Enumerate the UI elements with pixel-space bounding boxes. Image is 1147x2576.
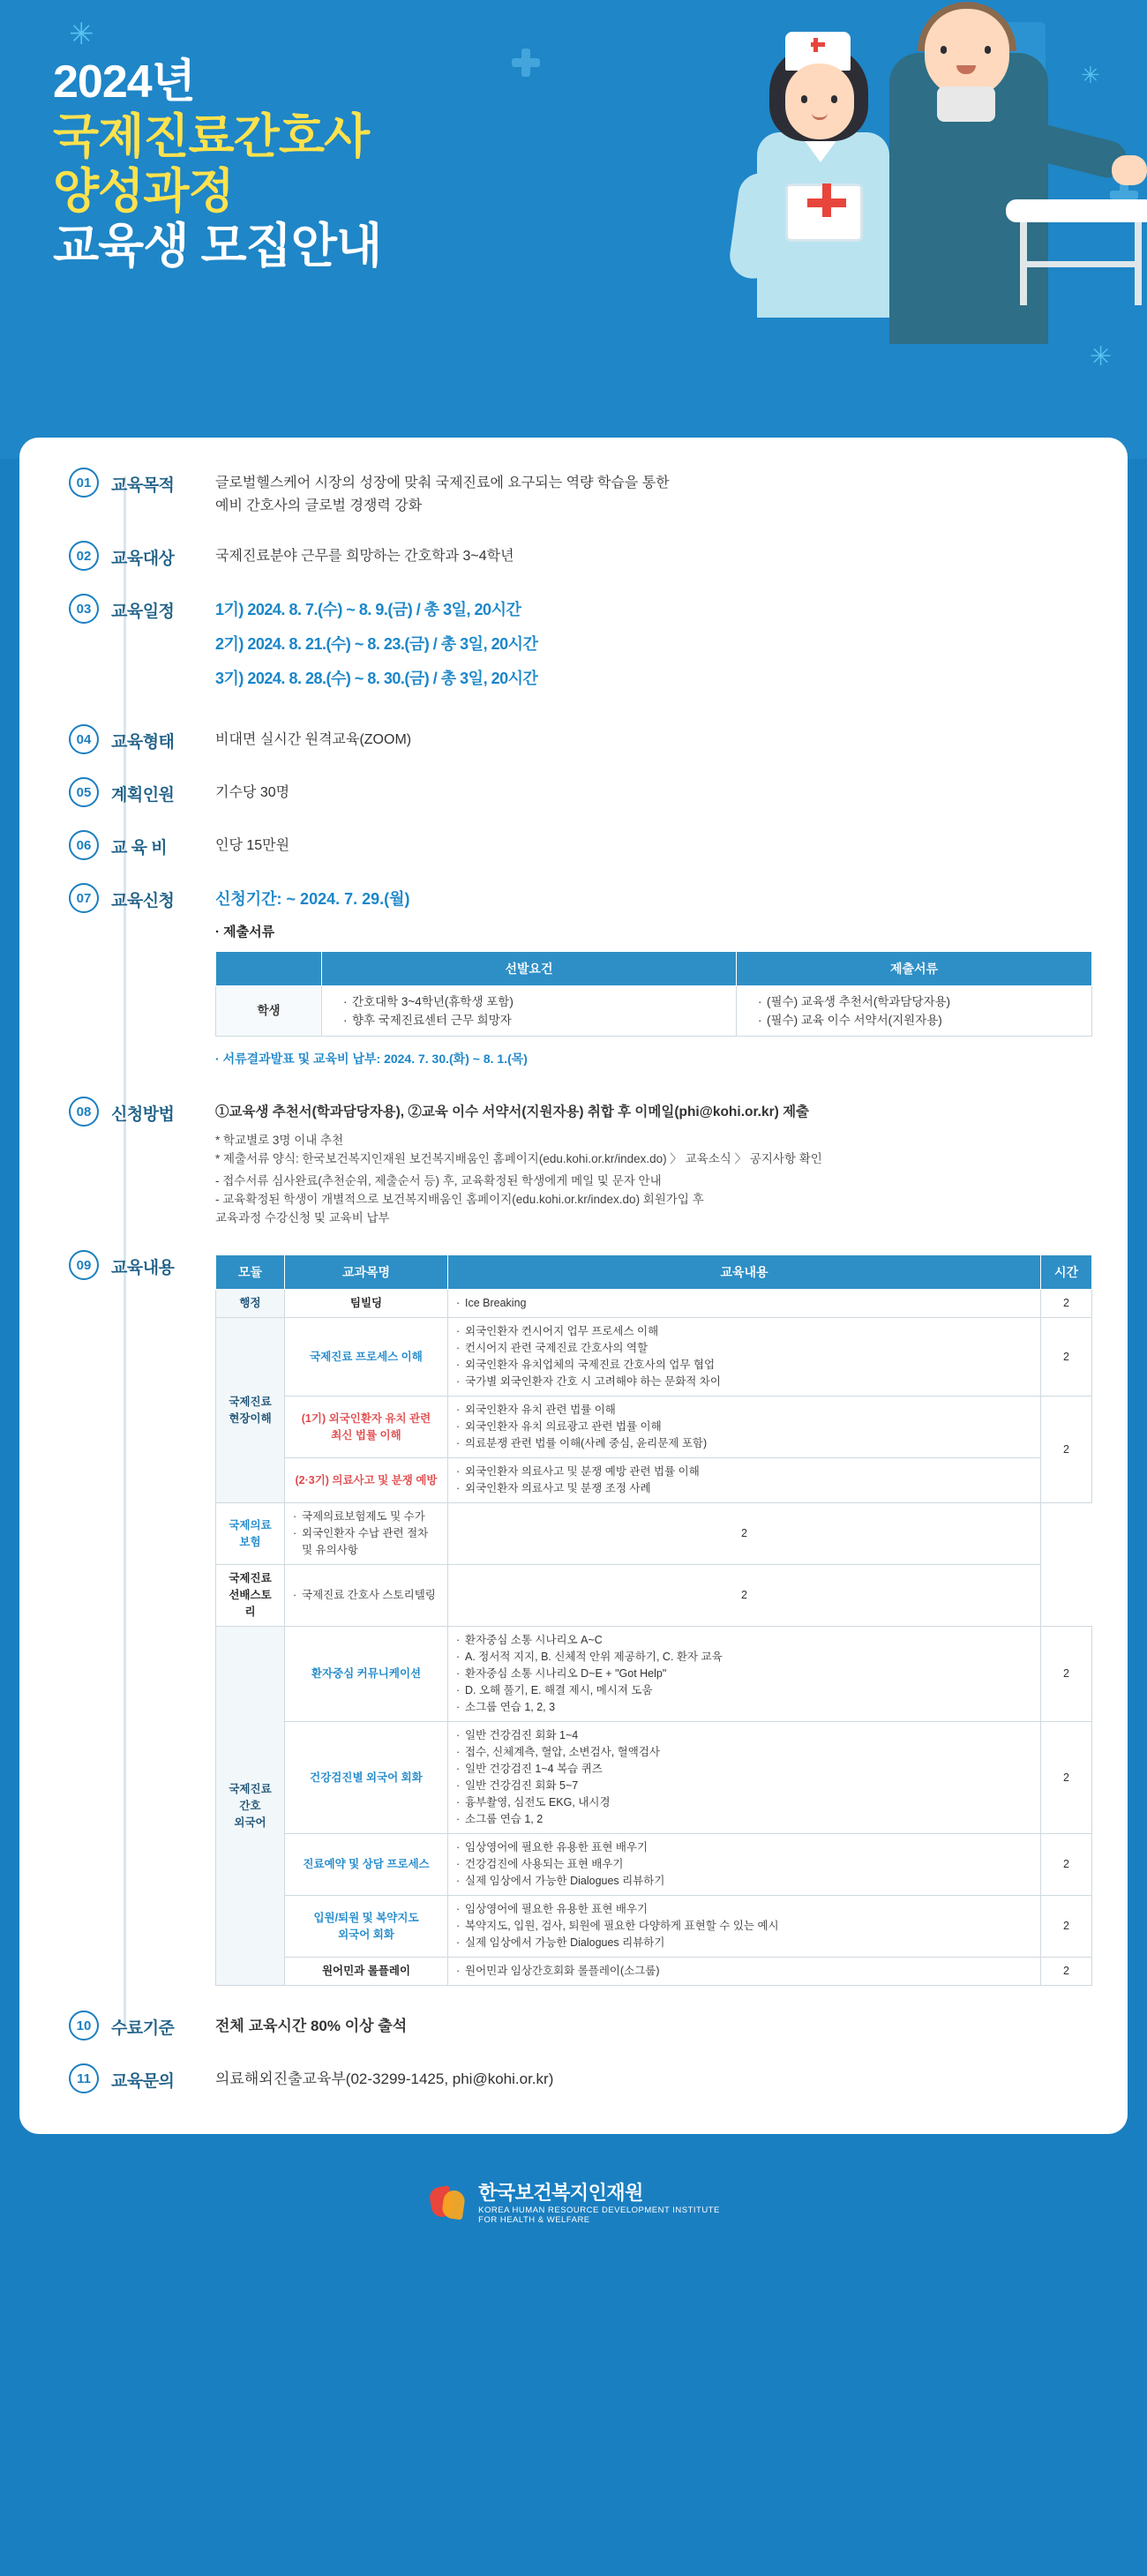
curriculum-table [215,1254,1092,1986]
section-label: 교육일정 [111,603,175,621]
section-content: 전체 교육시간 80% 이상 출석 [215,2018,408,2034]
footer [0,2155,1147,2253]
section-content [215,1097,1092,1227]
cell-subject: 국제진료 선배스토리 [216,1565,285,1627]
section-number: 05 [69,777,99,807]
content-item: · 컨시어지 관련 국제진료 간호사의 역할 [456,1340,1032,1357]
result-note: · 서류결과발표 및 교육비 납부: 2024. 7. 30.(화) ~ 8. 1.(목) [215,1047,1092,1070]
content-item: · 임상영어에 필요한 유용한 표현 배우기 [456,1901,1032,1918]
cell-content [448,1958,1041,1986]
content-item: · 흉부촬영, 심전도 EKG, 내시경 [456,1794,1032,1811]
table-row [216,1318,1092,1397]
section-content [215,468,1092,518]
cell-module: 행정 [216,1290,285,1318]
nurse-doctor-illustration [653,0,1112,459]
method-note-4: - 교육확정된 학생이 개별적으로 보건복지배움인 홈페이지(edu.kohi.or.kr/index.do) 회원가입 후 [215,1193,704,1206]
content-item: · 국가별 외국인환자 간호 시 고려해야 하는 문화적 차이 [456,1374,1032,1390]
section-label: 신청방법 [111,1105,175,1124]
cell-content [448,1458,1041,1503]
col-documents: 제출서류 [737,952,1092,986]
section-label: 계획인원 [111,786,175,805]
cell-content [285,1565,448,1627]
method-note-2: * 제출서류 양식: 한국보건복지인재원 보건복지배움인 홈페이지(edu.kohi.or.kr/index.do) 〉 교육소식 〉 공지사항 확인 [215,1152,822,1165]
cell-subject: 환자중심 커뮤니케이션 [285,1627,448,1722]
content-item: · 소그룹 연습 1, 2, 3 [456,1699,1032,1716]
section-label: 교 육 비 [111,839,168,857]
section-number: 09 [69,1250,99,1280]
section-label: 교육형태 [111,733,175,752]
col-subject: 교과목명 [285,1255,448,1290]
table-row [216,1958,1092,1986]
content-item: · 임상영어에 필요한 유용한 표현 배우기 [456,1839,1032,1856]
section-content [215,883,1092,1074]
sparkle-icon: ✳ [69,18,94,51]
documents-title: · 제출서류 [215,921,1092,944]
cell-subject: 진료예약 및 상담 프로세스 [285,1834,448,1896]
cell-hours: 2 [1041,1896,1092,1958]
table-row [216,1458,1092,1503]
content-item: · 일반 건강검진 회화 5~7 [456,1778,1032,1794]
content-item: · Ice Breaking [456,1295,1032,1312]
section-number: 06 [69,830,99,860]
requirement-item: · 향후 국제진료센터 근무 희망자 [343,1011,727,1030]
cell-content [448,1834,1041,1896]
table-header-row [216,952,1092,986]
logo-mark-icon [427,2182,468,2222]
cell-module: 국제진료 간호 외국어 [216,1627,285,1986]
org-name-en-2: FOR HEALTH & WELFARE [478,2215,590,2225]
section-capacity [19,777,1128,807]
cell-content [448,1318,1041,1397]
col-type [216,952,322,986]
cell-content [448,1722,1041,1834]
cell-subject: 국제의료보험 [216,1503,285,1565]
section-content [215,1250,1092,1986]
method-main: ①교육생 추천서(학과담당자용), ②교육 이수 서약서(지원자용) 취합 후 이메일(phi@kohi.or.kr) 제출 [215,1105,810,1120]
method-note-5: 교육과정 수강신청 및 교육비 납부 [215,1211,390,1224]
section-number: 08 [69,1097,99,1127]
table-row [216,1565,1092,1627]
cell-content [448,1896,1041,1958]
application-table [215,951,1092,1037]
cell-hours: 2 [1041,1318,1092,1397]
purpose-line-2: 예비 간호사의 글로벌 경쟁력 강화 [215,498,423,513]
title-line-4: 교육생 모집안내 [53,220,382,273]
document-item: · (필수) 교육 이수 서약서(지원자용) [758,1011,1083,1030]
schedule-term-2: 2기) 2024. 8. 21.(수) ~ 8. 23.(금) / 총 3일, 20시간 [215,635,538,653]
table-row [216,1896,1092,1958]
section-number: 07 [69,883,99,913]
cell-hours: 2 [448,1565,1041,1627]
sparkle-icon: ✳ [1081,62,1100,88]
content-item: · A. 정서적 지지, B. 신체적 안위 제공하기, C. 환자 교육 [456,1649,1032,1666]
section-number: 04 [69,724,99,754]
schedule-term-1: 1기) 2024. 8. 7.(수) ~ 8. 9.(금) / 총 3일, 20시간 [215,601,521,618]
content-item: · 외국인환자 의료사고 및 분쟁 조정 사례 [456,1480,1032,1497]
table-row [216,986,1092,1037]
table-row [216,1397,1092,1458]
content-item: · 복약지도, 입원, 검사, 퇴원에 필요한 다양하게 표현할 수 있는 예시 [456,1918,1032,1935]
section-number: 01 [69,468,99,498]
content-item: · 외국인환자 컨시어지 업무 프로세스 이해 [456,1323,1032,1340]
content-item: · 환자중심 소통 시나리오 D~E + "Got Help" [456,1666,1032,1682]
content-item: · D. 오해 풀기, E. 해결 제시, 메시져 도움 [456,1682,1032,1699]
cell-subject: 국제진료 프로세스 이해 [285,1318,448,1397]
cell-hours: 2 [1041,1958,1092,1986]
table-row [216,1503,1092,1565]
cell-hours: 2 [1041,1397,1092,1503]
cell-subject: 원어민과 롤플레이 [285,1958,448,1986]
content-card [19,438,1128,2134]
section-content: 국제진료분야 근무를 희망하는 간호학과 3~4학년 [215,549,514,564]
title-line-3: 양성과정 [53,165,234,218]
cell-hours: 2 [1041,1722,1092,1834]
cell-subject: (2·3기) 의료사고 및 분쟁 예방 [285,1458,448,1503]
poster-header [0,0,1147,459]
section-content [215,594,1092,701]
method-note-3: - 접수서류 심사완료(추천순위, 제출순서 등) 후, 교육확정된 학생에게 메일 및 문자 안내 [215,1174,662,1187]
cell-hours: 2 [1041,1290,1092,1318]
section-schedule [19,594,1128,701]
col-hours: 시간 [1041,1255,1092,1290]
section-label: 교육대상 [111,550,175,568]
cell-content [285,1503,448,1565]
section-number: 02 [69,541,99,571]
section-application [19,883,1128,1074]
col-module: 모듈 [216,1255,285,1290]
cell-subject: 팀빌딩 [285,1290,448,1318]
section-purpose [19,468,1128,518]
content-item: · 원어민과 임상간호회화 롤플레이(소그룹) [456,1963,1032,1980]
content-item: · 소그룹 연습 1, 2 [456,1811,1032,1828]
cell-hours: 2 [1041,1627,1092,1722]
section-content: 기수당 30명 [215,785,290,800]
content-item: · 외국인환자 유치업체의 국제진료 간호사의 업무 협업 [456,1357,1032,1374]
cell-content [448,1290,1041,1318]
title-line-2: 국제진료간호사 [53,110,370,163]
content-item: · 의료분쟁 관련 법률 이해(사례 중심, 윤리문제 포함) [456,1435,1032,1452]
section-label: 교육문의 [111,2072,175,2091]
content-item: · 외국인환자 유치 관련 법률 이해 [456,1402,1032,1419]
content-item: · 외국인환자 유치 의료광고 관련 법률 이해 [456,1419,1032,1435]
section-content: 인당 15만원 [215,838,290,853]
cell-type: 학생 [216,986,322,1037]
title-line-1: 2024년 [53,56,195,108]
section-label: 수료기준 [111,2019,175,2038]
requirement-item: · 간호대학 3~4학년(휴학생 포함) [343,992,727,1011]
table-row [216,1627,1092,1722]
content-item: · 국제의료보험제도 및 수가 [293,1509,439,1525]
content-item: · 외국인환자 의료사고 및 분쟁 예방 관련 법률 이해 [456,1464,1032,1480]
table-row [216,1834,1092,1896]
method-note-1: * 학교별로 3명 이내 추천 [215,1134,344,1147]
document-item: · (필수) 교육생 추천서(학과담당자용) [758,992,1083,1011]
org-name-kr: 한국보건복지인재원 [478,2182,643,2204]
content-item: · 실제 임상에서 가능한 Dialogues 리뷰하기 [456,1873,1032,1890]
content-item: · 환자중심 소통 시나리오 A~C [456,1632,1032,1649]
cell-hours: 2 [1041,1834,1092,1896]
cell-requirements [322,986,737,1037]
section-label: 교육내용 [111,1259,175,1277]
organization-logo [427,2178,720,2225]
content-item: · 실제 임상에서 가능한 Dialogues 리뷰하기 [456,1935,1032,1951]
section-target [19,541,1128,571]
table-header-row [216,1255,1092,1290]
cell-subject: 입원/퇴원 및 복약지도 외국어 회화 [285,1896,448,1958]
content-item: · 국제진료 간호사 스토리텔링 [293,1587,439,1604]
content-item: · 접수, 신체계측, 혈압, 소변검사, 혈액검사 [456,1744,1032,1761]
cell-subject: (1기) 외국인환자 유치 관련 최신 법률 이해 [285,1397,448,1458]
section-curriculum [19,1250,1128,1986]
cell-documents [737,986,1092,1037]
cell-content [448,1627,1041,1722]
cell-hours: 2 [448,1503,1041,1565]
section-number: 10 [69,2011,99,2041]
section-inquiry [19,2063,1128,2093]
page-title [53,55,381,273]
table-row [216,1290,1092,1318]
section-label: 교육신청 [111,892,175,910]
section-format [19,724,1128,754]
content-item: · 외국인환자 수납 관련 절차 및 유의사항 [293,1525,439,1559]
section-label: 교육목적 [111,476,175,495]
schedule-term-3: 3기) 2024. 8. 28.(수) ~ 8. 30.(금) / 총 3일, 20시간 [215,670,538,687]
section-content: 의료해외진출교육부(02-3299-1425, phi@kohi.or.kr) [215,2071,554,2087]
content-item: · 일반 건강검진 1~4 복습 퀴즈 [456,1761,1032,1778]
section-fee [19,830,1128,860]
content-item: · 건강검진에 사용되는 표현 배우기 [456,1856,1032,1873]
content-item: · 일반 건강검진 회화 1~4 [456,1727,1032,1744]
org-name-en-1: KOREA HUMAN RESOURCE DEVELOPMENT INSTITUTE [478,2205,720,2215]
col-requirements: 선발요건 [322,952,737,986]
application-period: 신청기간: ~ 2024. 7. 29.(월) [215,890,410,908]
cell-content [448,1397,1041,1458]
cell-subject: 건강검진별 외국어 회화 [285,1722,448,1834]
section-number: 11 [69,2063,99,2093]
section-number: 03 [69,594,99,624]
section-content: 비대면 실시간 원격교육(ZOOM) [215,732,412,747]
section-completion [19,2011,1128,2041]
purpose-line-1: 글로벌헬스케어 시장의 성장에 맞춰 국제진료에 요구되는 역량 학습을 통한 [215,476,670,490]
sparkle-icon: ✳ [1090,342,1113,371]
table-row [216,1722,1092,1834]
cell-module: 국제진료 현장이해 [216,1318,285,1503]
section-method [19,1097,1128,1227]
col-content: 교육내용 [448,1255,1041,1290]
